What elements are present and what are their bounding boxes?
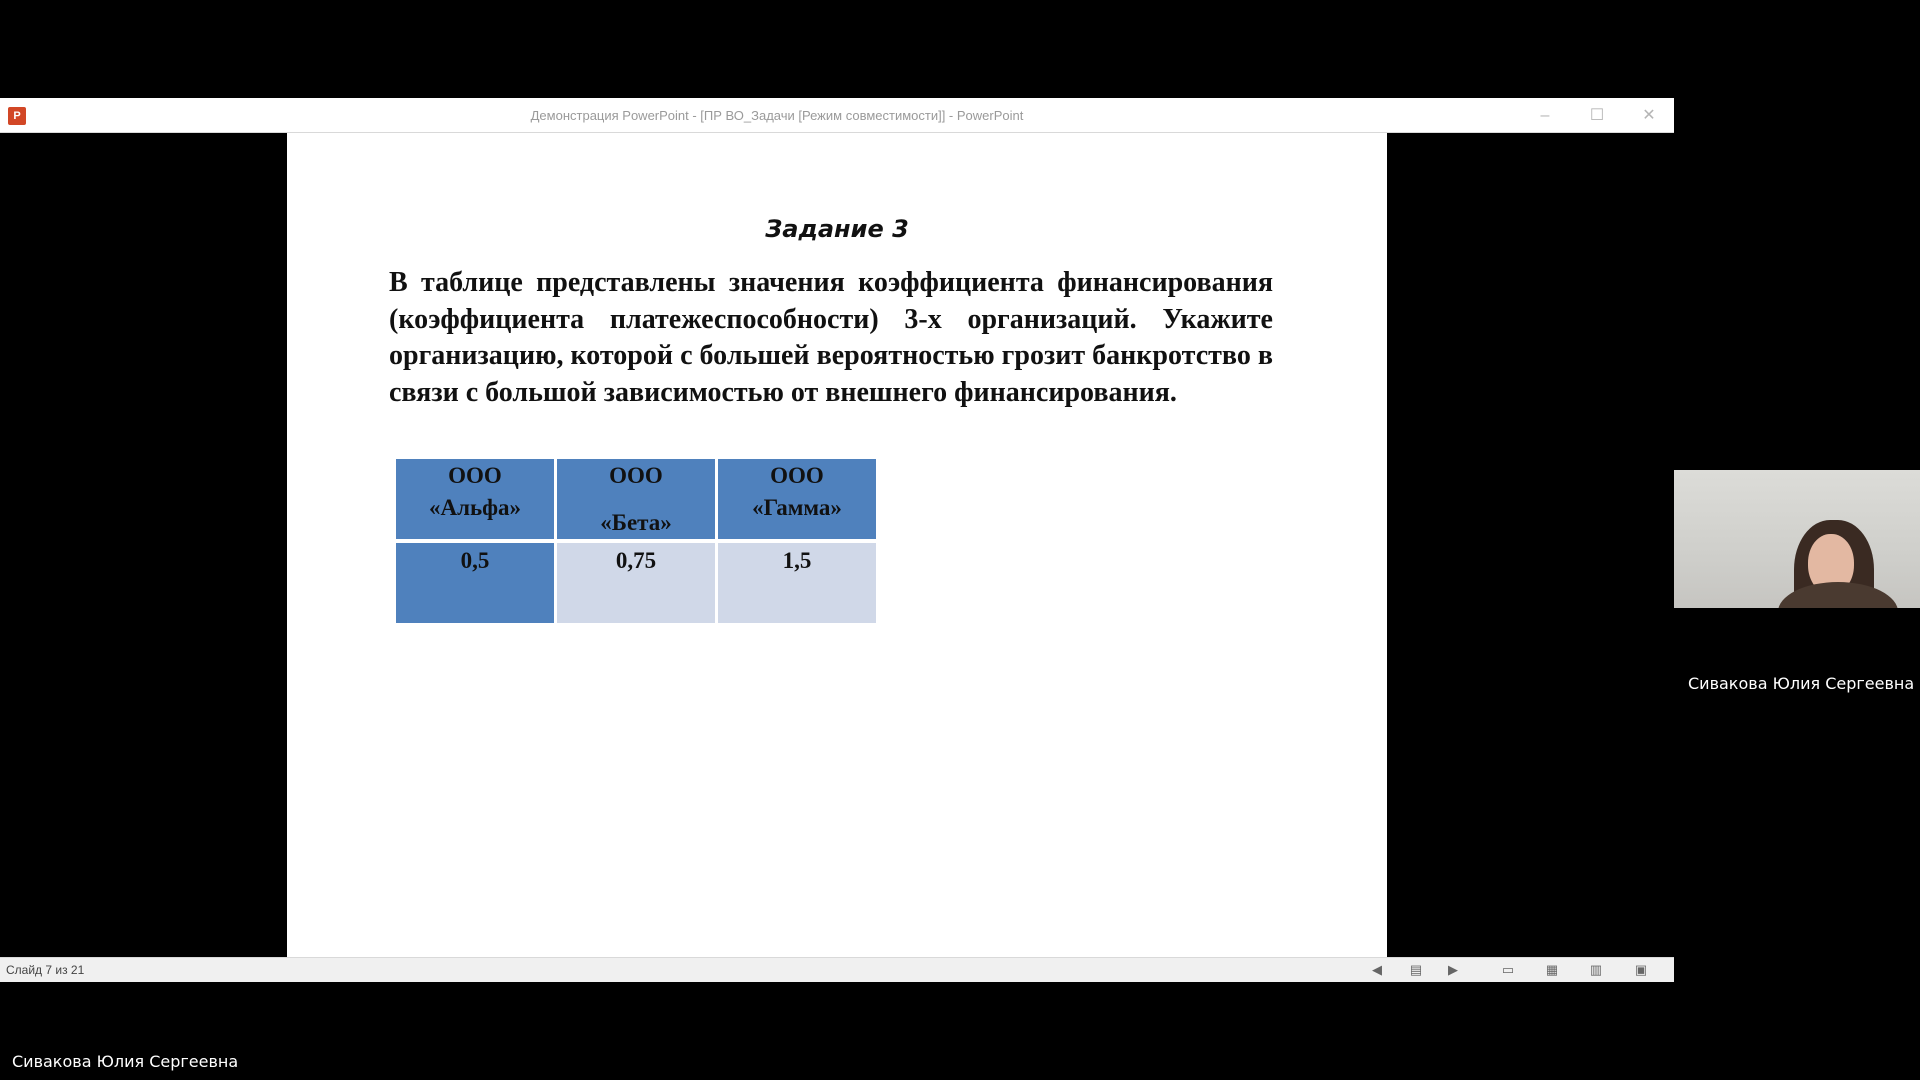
table-header-row (396, 459, 876, 543)
table-header-cell (718, 459, 876, 543)
title-bar (0, 98, 1674, 133)
header-line-2: «Гамма» (752, 495, 842, 520)
header-line-1: ООО (448, 463, 502, 488)
table-header-cell (396, 459, 557, 543)
table-value-cell: 0,5 (396, 543, 557, 623)
table-value-cell: 1,5 (718, 543, 876, 623)
coefficient-table (396, 459, 876, 623)
slide-counter: Слайд 7 из 21 (6, 963, 85, 977)
next-slide-icon[interactable]: ▶ (1448, 962, 1458, 977)
slide-area (0, 133, 1674, 957)
table-value-cell: 0,75 (557, 543, 718, 623)
reading-view-icon[interactable]: ▥ (1589, 962, 1603, 977)
notes-icon[interactable]: ▤ (1409, 962, 1423, 977)
header-line-1: ООО (770, 463, 824, 488)
camera-participant-name: Сивакова Юлия Сергеевна (1688, 674, 1915, 693)
table-header-cell (557, 459, 718, 543)
slide-sorter-icon[interactable]: ▦ (1545, 962, 1559, 977)
window-title: Демонстрация PowerPoint - [ПР ВО_Задачи [Режим совместимости]] - PowerPoint (530, 108, 1024, 123)
previous-slide-icon[interactable]: ◀ (1372, 962, 1382, 977)
powerpoint-window (0, 98, 1674, 982)
status-bar (0, 957, 1674, 982)
normal-view-icon[interactable]: ▭ (1501, 962, 1515, 977)
presenter-name: Сивакова Юлия Сергеевна (12, 1052, 239, 1071)
header-line-2: «Альфа» (428, 495, 522, 520)
participant-video-tile[interactable] (1674, 470, 1920, 608)
maximize-button[interactable]: ☐ (1589, 107, 1605, 124)
minimize-button[interactable]: – (1540, 107, 1550, 124)
slide-body-text: В таблице представлены значения коэффициента финансирования (коэффициента платежеспособности) 3-х организаций. Укажите организацию, которой с большей вероятностью грозит банкротство в связи с большой зависимостью от внешнего финансирования. (389, 267, 1273, 408)
header-line-1: ООО (609, 463, 663, 488)
powerpoint-app-icon[interactable]: P (8, 107, 26, 125)
close-button[interactable]: ✕ (1642, 107, 1656, 124)
slideshow-icon[interactable]: ▣ (1634, 962, 1648, 977)
slide-title: Задание 3 (765, 215, 909, 243)
header-line-2: «Бета» (600, 510, 672, 535)
table-row (396, 543, 876, 623)
slide[interactable] (287, 133, 1387, 957)
